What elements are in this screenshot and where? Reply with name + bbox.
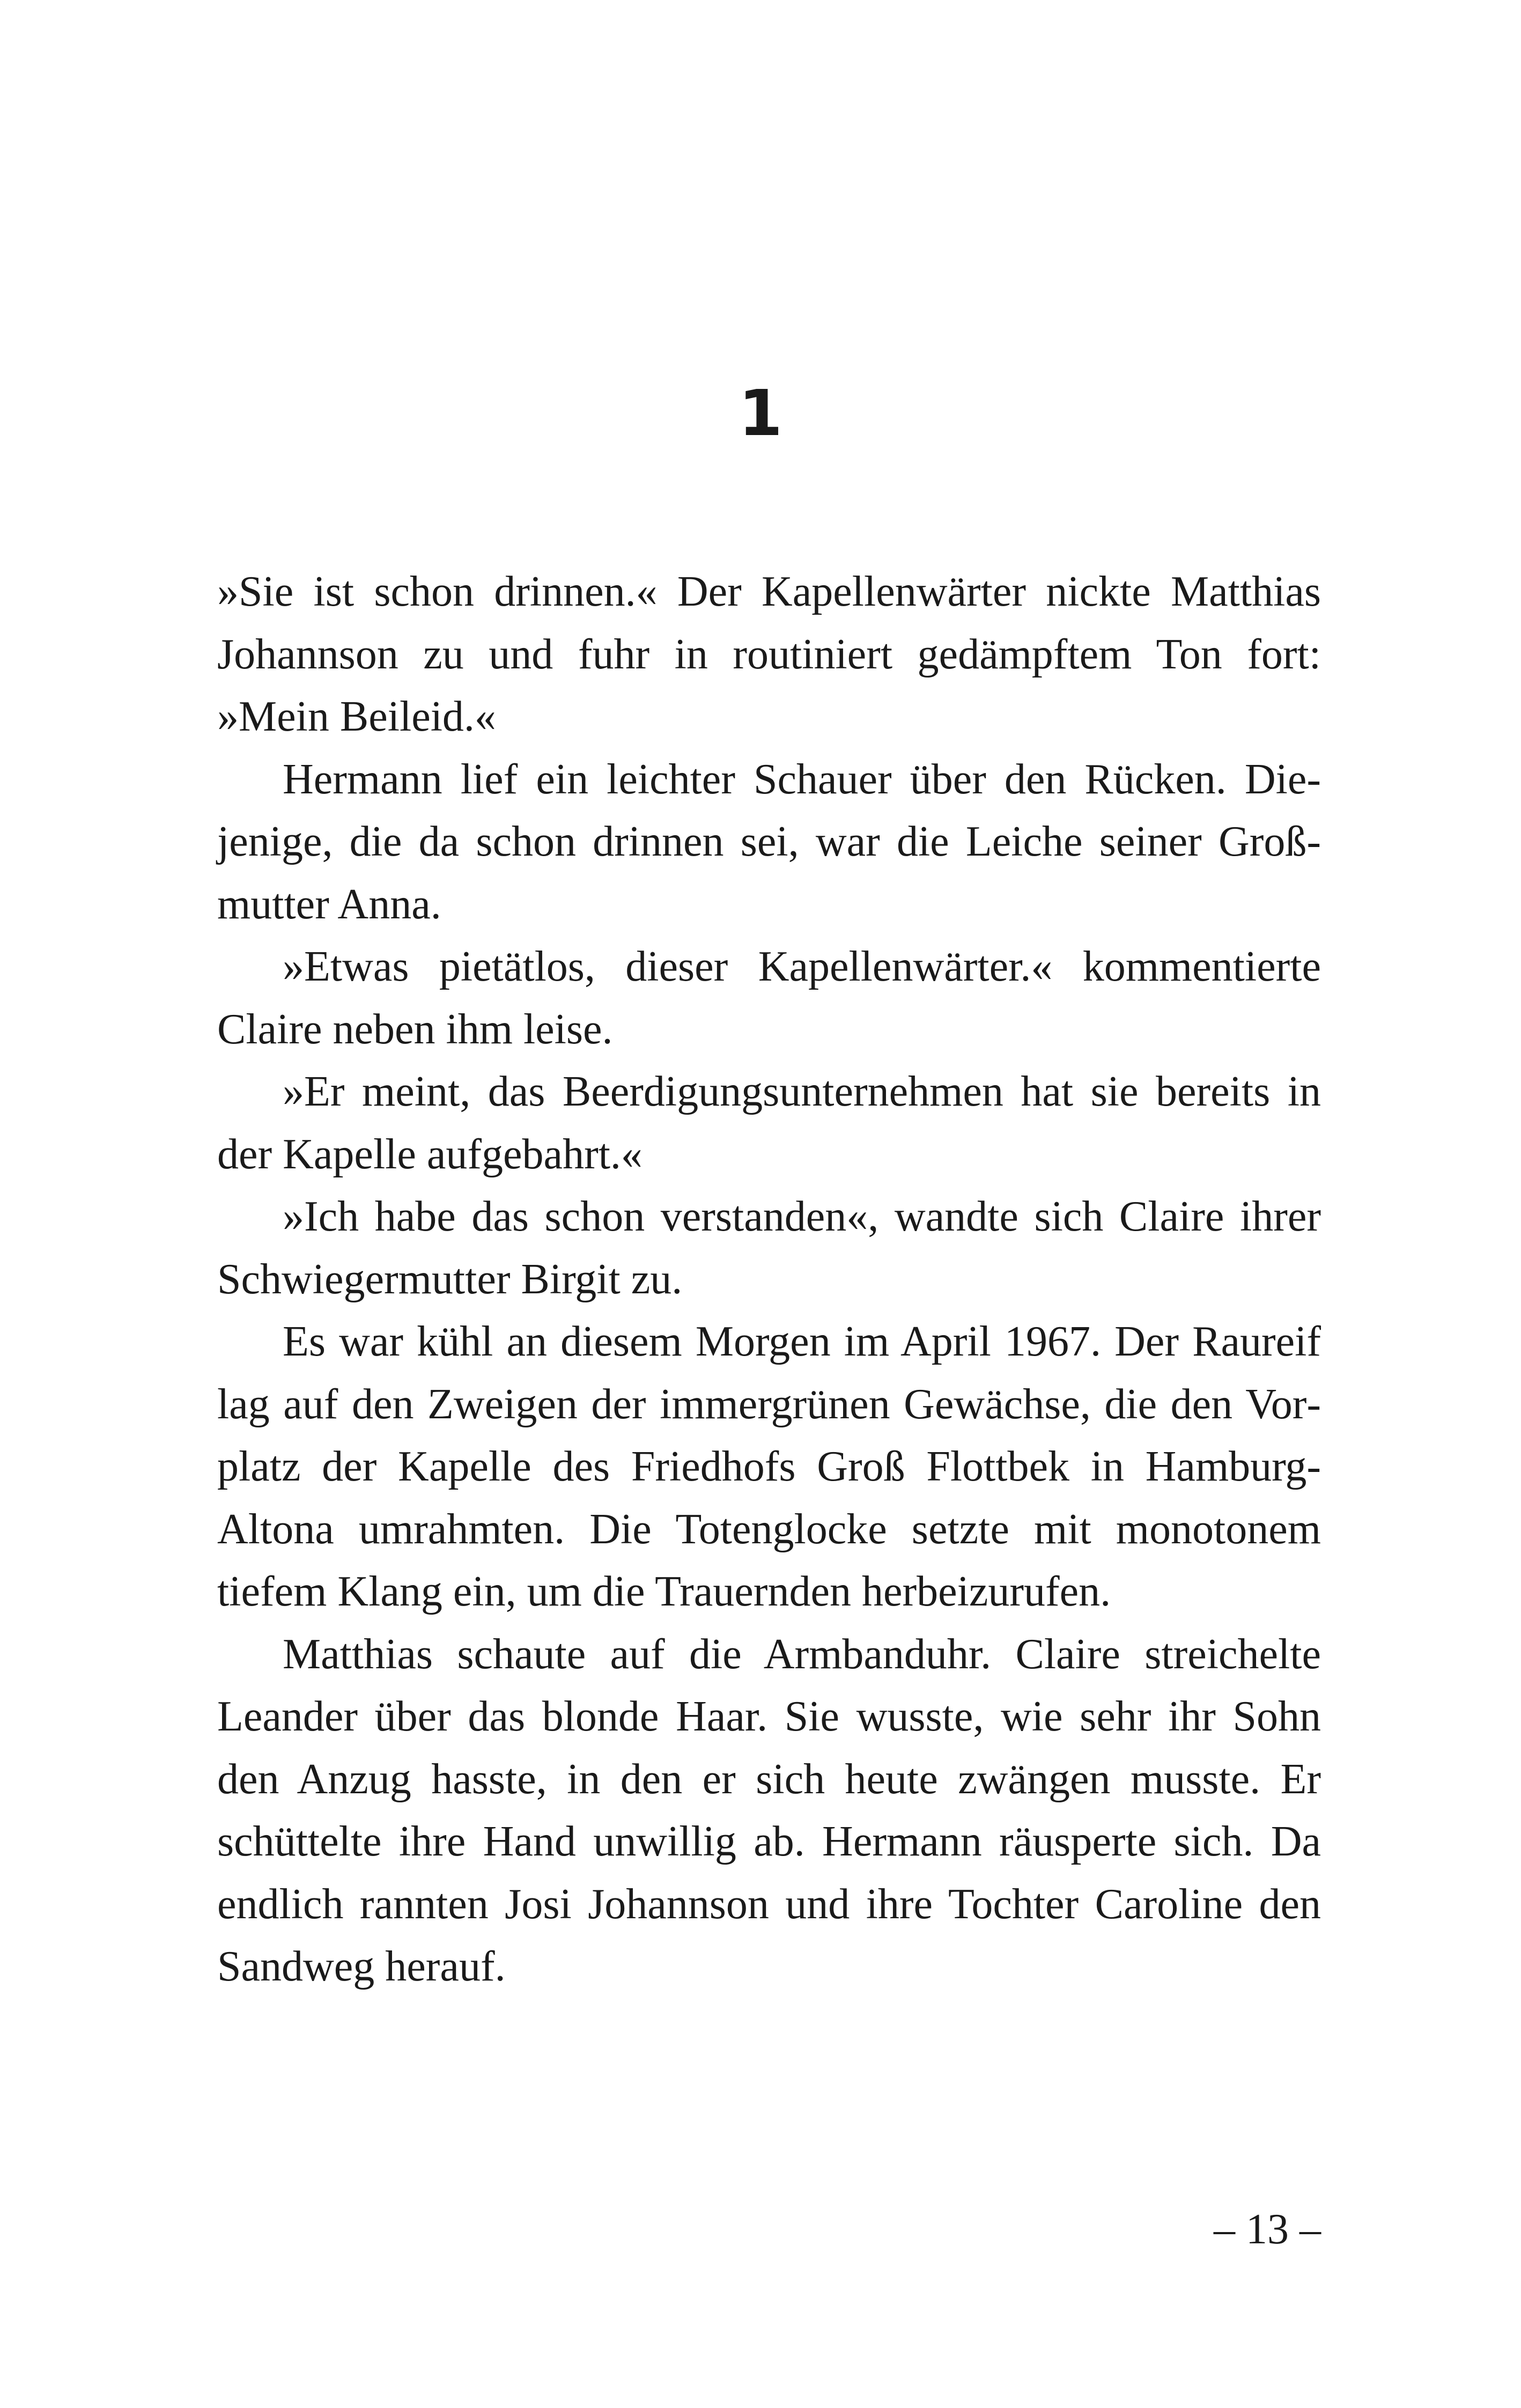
paragraph-3: »Etwas pietätlos, dieser Kapellenwärter.« kommentierte Claire neben ihm leise.: [217, 943, 1321, 1053]
chapter-text: [217, 561, 1321, 1998]
paragraph-7: Matthias schaute auf die Armbanduhr. Claire streichelte Leander über das blonde Haar. Sie wusste, wie sehr ihr Sohn den Anzug hasste, in den er sich heute zwängen musste. Er schüttelte ihre Hand unwillig ab. Hermann räusperte sich. Da endlich rannten Josi Johannson und ihre Tochter Caroline den Sandweg herauf.: [217, 1630, 1321, 1990]
paragraph-6: Es war kühl an diesem Morgen im April 1967. Der Raureif lag auf den Zweigen der immergrünen Gewächse, die den Vorplatz der Kapelle des Friedhofs Groß Flottbek in Hamburg-Altona umrahmten. Die Totenglocke setzte mit monotonem tiefem Klang ein, um die Trauernden herbeizurufen.: [217, 1318, 1321, 1615]
chapter-number: 1: [738, 376, 783, 450]
page-number: – 13 –: [1214, 2206, 1321, 2253]
paragraph-5: »Ich habe das schon verstanden«, wandte sich Claire ihrer Schwiegermutter Birgit zu.: [217, 1193, 1321, 1303]
paragraph-2: Hermann lief ein leichter Schauer über den Rücken. Diejenige, die da schon drinnen sei, war die Leiche seiner Großmutter Anna.: [217, 755, 1321, 928]
paragraph-4: »Er meint, das Beerdigungsunternehmen hat sie bereits in der Kapelle aufgebahrt.«: [217, 1068, 1321, 1178]
paragraph-1: »Sie ist schon drinnen.« Der Kapellenwärter nickte Matthias Johannson zu und fuhr in routiniert gedämpftem Ton fort: »Mein Beileid.«: [217, 568, 1321, 740]
